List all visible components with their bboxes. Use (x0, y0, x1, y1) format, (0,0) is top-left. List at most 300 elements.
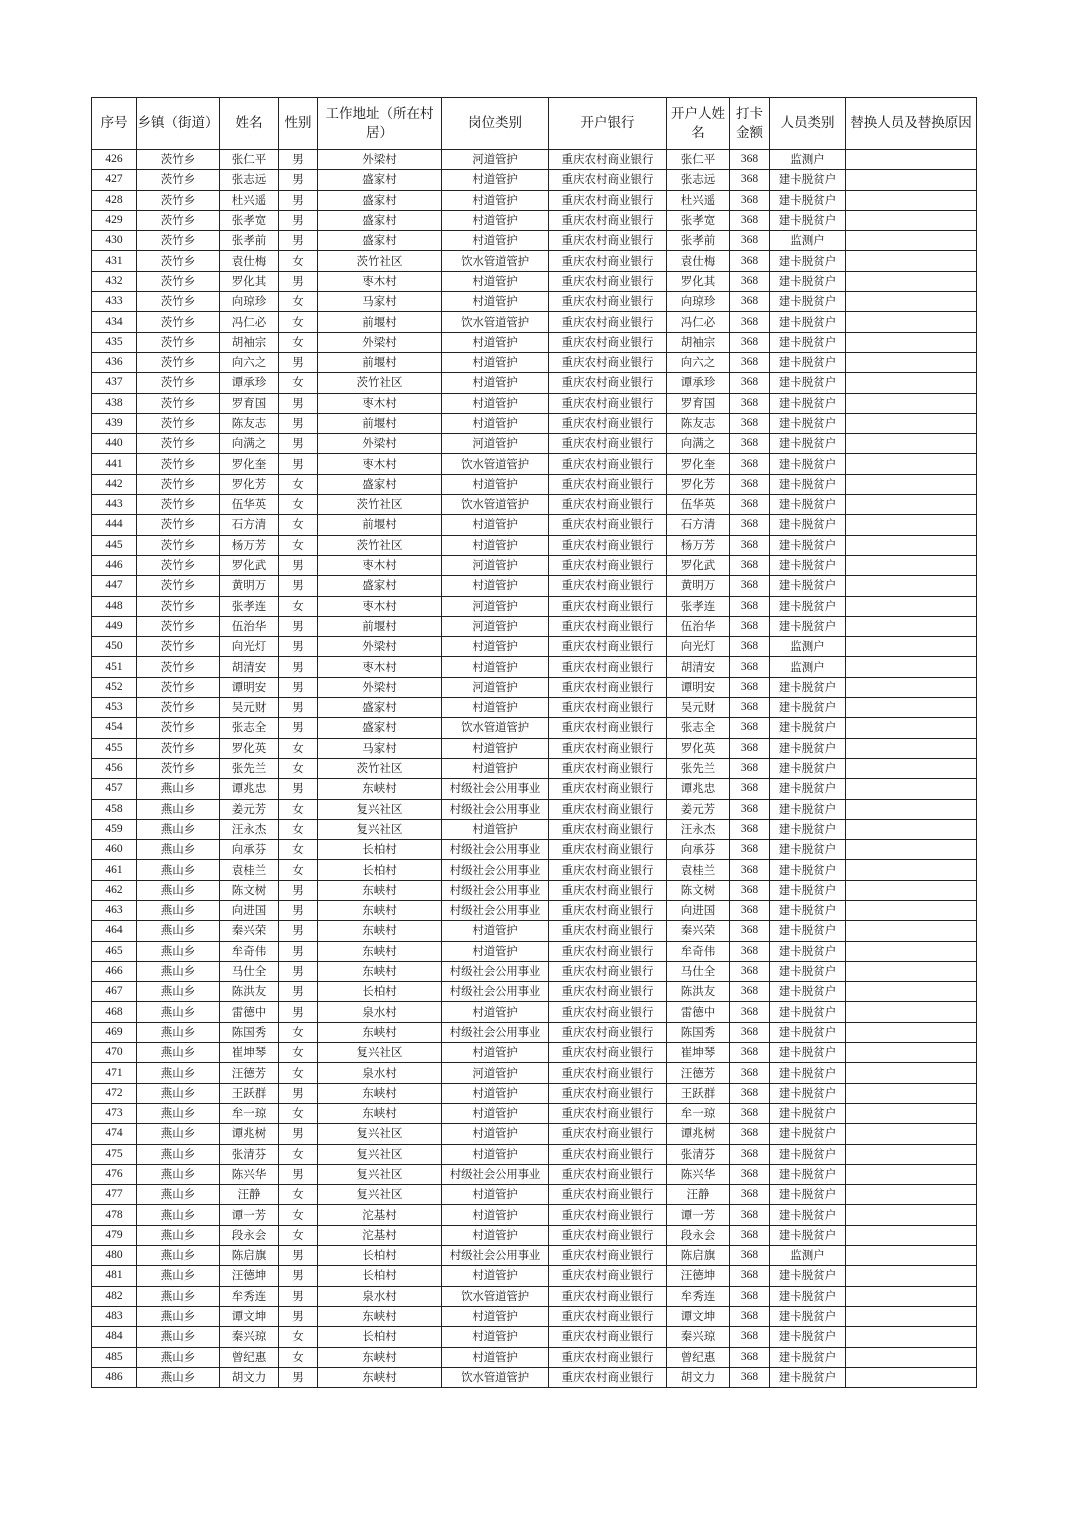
cell-township: 茨竹乡 (137, 393, 220, 413)
cell-name: 罗化奎 (220, 454, 279, 474)
cell-replacement (846, 1347, 977, 1367)
cell-bank: 重庆农村商业银行 (549, 1185, 667, 1205)
cell-seq: 451 (92, 657, 137, 677)
cell-account-holder: 曾纪惠 (667, 1347, 730, 1367)
cell-replacement (846, 1103, 977, 1123)
cell-person-category: 建卡脱贫户 (770, 698, 846, 718)
cell-amount: 368 (730, 921, 770, 941)
cell-amount: 368 (730, 1124, 770, 1144)
cell-name: 向承芬 (220, 840, 279, 860)
table-row (92, 150, 977, 170)
cell-gender: 女 (279, 799, 318, 819)
cell-amount: 368 (730, 1266, 770, 1286)
cell-replacement (846, 718, 977, 738)
cell-amount: 368 (730, 332, 770, 352)
cell-post-type: 村道管护 (442, 819, 549, 839)
cell-account-holder: 黄明万 (667, 576, 730, 596)
cell-name: 向进国 (220, 900, 279, 920)
cell-seq: 436 (92, 352, 137, 372)
cell-replacement (846, 637, 977, 657)
cell-seq: 430 (92, 231, 137, 251)
cell-work-address: 茨竹社区 (318, 495, 442, 515)
cell-work-address: 盛家村 (318, 718, 442, 738)
cell-name: 向琼珍 (220, 292, 279, 312)
cell-gender: 男 (279, 1246, 318, 1266)
cell-gender: 女 (279, 1225, 318, 1245)
cell-person-category: 建卡脱贫户 (770, 1286, 846, 1306)
cell-township: 燕山乡 (137, 1002, 220, 1022)
cell-gender: 男 (279, 677, 318, 697)
cell-township: 燕山乡 (137, 1327, 220, 1347)
cell-township: 茨竹乡 (137, 190, 220, 210)
cell-account-holder: 向承芬 (667, 840, 730, 860)
cell-name: 罗化武 (220, 555, 279, 575)
cell-account-holder: 向光灯 (667, 637, 730, 657)
cell-name: 张清芬 (220, 1144, 279, 1164)
cell-township: 茨竹乡 (137, 535, 220, 555)
cell-replacement (846, 515, 977, 535)
cell-amount: 368 (730, 474, 770, 494)
cell-name: 秦兴荣 (220, 921, 279, 941)
cell-post-type: 河道管护 (442, 434, 549, 454)
cell-work-address: 外梁村 (318, 332, 442, 352)
cell-bank: 重庆农村商业银行 (549, 961, 667, 981)
cell-bank: 重庆农村商业银行 (549, 616, 667, 636)
cell-township: 茨竹乡 (137, 474, 220, 494)
cell-amount: 368 (730, 880, 770, 900)
cell-bank: 重庆农村商业银行 (549, 941, 667, 961)
cell-replacement (846, 1327, 977, 1347)
cell-work-address: 复兴社区 (318, 1124, 442, 1144)
cell-account-holder: 牟秀连 (667, 1286, 730, 1306)
table-row (92, 677, 977, 697)
cell-account-holder: 胡文力 (667, 1367, 730, 1387)
cell-account-holder: 向六之 (667, 352, 730, 372)
cell-gender: 女 (279, 819, 318, 839)
cell-person-category: 建卡脱贫户 (770, 1002, 846, 1022)
cell-bank: 重庆农村商业银行 (549, 637, 667, 657)
header-amount: 打卡金额 (730, 98, 770, 150)
cell-gender: 男 (279, 1367, 318, 1387)
cell-replacement (846, 555, 977, 575)
cell-seq: 431 (92, 251, 137, 271)
cell-account-holder: 段永会 (667, 1225, 730, 1245)
cell-account-holder: 陈兴华 (667, 1164, 730, 1184)
cell-seq: 486 (92, 1367, 137, 1387)
cell-account-holder: 石方清 (667, 515, 730, 535)
cell-seq: 466 (92, 961, 137, 981)
cell-replacement (846, 231, 977, 251)
cell-township: 茨竹乡 (137, 434, 220, 454)
cell-replacement (846, 1022, 977, 1042)
cell-replacement (846, 312, 977, 332)
cell-name: 曾纪惠 (220, 1347, 279, 1367)
cell-amount: 368 (730, 150, 770, 170)
cell-post-type: 村道管护 (442, 535, 549, 555)
cell-post-type: 村道管护 (442, 941, 549, 961)
table-row (92, 292, 977, 312)
cell-seq: 463 (92, 900, 137, 920)
cell-amount: 368 (730, 657, 770, 677)
cell-seq: 457 (92, 779, 137, 799)
cell-gender: 男 (279, 170, 318, 190)
cell-name: 杨万芳 (220, 535, 279, 555)
cell-person-category: 建卡脱贫户 (770, 779, 846, 799)
cell-bank: 重庆农村商业银行 (549, 312, 667, 332)
cell-account-holder: 向满之 (667, 434, 730, 454)
cell-name: 胡文力 (220, 1367, 279, 1387)
cell-account-holder: 吴元财 (667, 698, 730, 718)
cell-name: 谭明安 (220, 677, 279, 697)
cell-bank: 重庆农村商业银行 (549, 718, 667, 738)
cell-seq: 465 (92, 941, 137, 961)
cell-name: 向六之 (220, 352, 279, 372)
cell-person-category: 建卡脱贫户 (770, 434, 846, 454)
cell-post-type: 饮水管道管护 (442, 1286, 549, 1306)
cell-gender: 男 (279, 1002, 318, 1022)
cell-gender: 男 (279, 454, 318, 474)
cell-work-address: 盛家村 (318, 190, 442, 210)
cell-amount: 368 (730, 596, 770, 616)
table-row (92, 1103, 977, 1123)
cell-account-holder: 张孝连 (667, 596, 730, 616)
cell-replacement (846, 616, 977, 636)
cell-bank: 重庆农村商业银行 (549, 1144, 667, 1164)
cell-replacement (846, 1083, 977, 1103)
cell-seq: 442 (92, 474, 137, 494)
cell-account-holder: 张孝宽 (667, 210, 730, 230)
cell-township: 燕山乡 (137, 1083, 220, 1103)
cell-work-address: 盛家村 (318, 698, 442, 718)
cell-post-type: 村道管护 (442, 1306, 549, 1326)
cell-post-type: 河道管护 (442, 150, 549, 170)
cell-bank: 重庆农村商业银行 (549, 1022, 667, 1042)
cell-gender: 男 (279, 657, 318, 677)
cell-replacement (846, 434, 977, 454)
cell-account-holder: 谭承珍 (667, 373, 730, 393)
cell-seq: 474 (92, 1124, 137, 1144)
cell-gender: 男 (279, 880, 318, 900)
cell-amount: 368 (730, 677, 770, 697)
cell-work-address: 枣木村 (318, 393, 442, 413)
cell-amount: 368 (730, 292, 770, 312)
cell-seq: 460 (92, 840, 137, 860)
cell-seq: 448 (92, 596, 137, 616)
cell-bank: 重庆农村商业银行 (549, 758, 667, 778)
cell-post-type: 饮水管道管护 (442, 312, 549, 332)
cell-amount: 368 (730, 170, 770, 190)
cell-person-category: 建卡脱贫户 (770, 312, 846, 332)
cell-person-category: 建卡脱贫户 (770, 880, 846, 900)
table-row (92, 312, 977, 332)
table-body (92, 150, 977, 1388)
cell-post-type: 村道管护 (442, 1347, 549, 1367)
cell-replacement (846, 1286, 977, 1306)
table-row (92, 819, 977, 839)
cell-person-category: 建卡脱贫户 (770, 373, 846, 393)
cell-work-address: 茨竹社区 (318, 535, 442, 555)
cell-seq: 450 (92, 637, 137, 657)
cell-bank: 重庆农村商业银行 (549, 555, 667, 575)
cell-bank: 重庆农村商业银行 (549, 515, 667, 535)
cell-bank: 重庆农村商业银行 (549, 880, 667, 900)
cell-person-category: 建卡脱贫户 (770, 1164, 846, 1184)
cell-account-holder: 张志远 (667, 170, 730, 190)
cell-post-type: 村道管护 (442, 413, 549, 433)
cell-post-type: 村道管护 (442, 1002, 549, 1022)
cell-replacement (846, 1246, 977, 1266)
cell-gender: 女 (279, 292, 318, 312)
cell-account-holder: 谭兆树 (667, 1124, 730, 1144)
cell-account-holder: 谭兆忠 (667, 779, 730, 799)
cell-work-address: 外梁村 (318, 434, 442, 454)
cell-post-type: 村道管护 (442, 637, 549, 657)
table-row (92, 921, 977, 941)
cell-name: 牟秀连 (220, 1286, 279, 1306)
cell-name: 王跃群 (220, 1083, 279, 1103)
cell-work-address: 东峡村 (318, 1083, 442, 1103)
cell-work-address: 茨竹社区 (318, 373, 442, 393)
cell-bank: 重庆农村商业银行 (549, 190, 667, 210)
cell-amount: 368 (730, 231, 770, 251)
cell-seq: 437 (92, 373, 137, 393)
cell-amount: 368 (730, 1367, 770, 1387)
cell-seq: 459 (92, 819, 137, 839)
cell-post-type: 村道管护 (442, 1185, 549, 1205)
cell-post-type: 村道管护 (442, 758, 549, 778)
cell-township: 茨竹乡 (137, 677, 220, 697)
cell-work-address: 泉水村 (318, 1002, 442, 1022)
cell-amount: 368 (730, 1103, 770, 1123)
cell-amount: 368 (730, 413, 770, 433)
cell-name: 伍华英 (220, 495, 279, 515)
cell-seq: 454 (92, 718, 137, 738)
cell-name: 谭文坤 (220, 1306, 279, 1326)
cell-work-address: 长柏村 (318, 1266, 442, 1286)
cell-account-holder: 伍治华 (667, 616, 730, 636)
cell-post-type: 村道管护 (442, 1144, 549, 1164)
cell-replacement (846, 860, 977, 880)
cell-account-holder: 罗化芳 (667, 474, 730, 494)
cell-township: 茨竹乡 (137, 292, 220, 312)
cell-name: 伍治华 (220, 616, 279, 636)
cell-name: 崔坤琴 (220, 1043, 279, 1063)
cell-person-category: 建卡脱贫户 (770, 1083, 846, 1103)
cell-person-category: 建卡脱贫户 (770, 677, 846, 697)
cell-post-type: 村道管护 (442, 738, 549, 758)
cell-township: 燕山乡 (137, 819, 220, 839)
cell-gender: 男 (279, 271, 318, 291)
table-row (92, 941, 977, 961)
table-row (92, 393, 977, 413)
cell-account-holder: 汪德芳 (667, 1063, 730, 1083)
cell-replacement (846, 1063, 977, 1083)
cell-township: 燕山乡 (137, 982, 220, 1002)
cell-township: 茨竹乡 (137, 495, 220, 515)
cell-bank: 重庆农村商业银行 (549, 596, 667, 616)
cell-gender: 男 (279, 231, 318, 251)
cell-township: 茨竹乡 (137, 758, 220, 778)
cell-post-type: 村道管护 (442, 1083, 549, 1103)
cell-gender: 女 (279, 1022, 318, 1042)
cell-seq: 452 (92, 677, 137, 697)
cell-person-category: 监测户 (770, 1246, 846, 1266)
cell-township: 茨竹乡 (137, 616, 220, 636)
cell-township: 茨竹乡 (137, 332, 220, 352)
table-row (92, 1164, 977, 1184)
cell-replacement (846, 393, 977, 413)
cell-replacement (846, 657, 977, 677)
cell-township: 茨竹乡 (137, 576, 220, 596)
cell-amount: 368 (730, 738, 770, 758)
cell-person-category: 建卡脱贫户 (770, 555, 846, 575)
cell-name: 陈友志 (220, 413, 279, 433)
cell-amount: 368 (730, 1063, 770, 1083)
cell-gender: 男 (279, 698, 318, 718)
cell-post-type: 村道管护 (442, 921, 549, 941)
cell-name: 袁仕梅 (220, 251, 279, 271)
cell-post-type: 饮水管道管护 (442, 1367, 549, 1387)
cell-work-address: 枣木村 (318, 271, 442, 291)
table-row (92, 271, 977, 291)
table-row (92, 880, 977, 900)
cell-gender: 男 (279, 921, 318, 941)
cell-post-type: 河道管护 (442, 616, 549, 636)
header-replacement: 替换人员及替换原因 (846, 98, 977, 150)
cell-seq: 434 (92, 312, 137, 332)
cell-work-address: 长柏村 (318, 1246, 442, 1266)
cell-person-category: 建卡脱贫户 (770, 596, 846, 616)
cell-gender: 男 (279, 637, 318, 657)
cell-township: 燕山乡 (137, 1164, 220, 1184)
cell-post-type: 村级社会公用事业 (442, 880, 549, 900)
cell-bank: 重庆农村商业银行 (549, 677, 667, 697)
cell-person-category: 建卡脱贫户 (770, 840, 846, 860)
cell-seq: 439 (92, 413, 137, 433)
cell-amount: 368 (730, 779, 770, 799)
cell-work-address: 东峡村 (318, 961, 442, 981)
table-row (92, 860, 977, 880)
cell-account-holder: 罗化奎 (667, 454, 730, 474)
cell-work-address: 盛家村 (318, 231, 442, 251)
cell-post-type: 村道管护 (442, 698, 549, 718)
cell-township: 茨竹乡 (137, 312, 220, 332)
cell-seq: 449 (92, 616, 137, 636)
cell-replacement (846, 413, 977, 433)
cell-amount: 368 (730, 900, 770, 920)
cell-name: 汪永杰 (220, 819, 279, 839)
cell-work-address: 外梁村 (318, 150, 442, 170)
cell-replacement (846, 190, 977, 210)
cell-work-address: 外梁村 (318, 677, 442, 697)
cell-work-address: 东峡村 (318, 779, 442, 799)
cell-seq: 444 (92, 515, 137, 535)
cell-seq: 455 (92, 738, 137, 758)
cell-gender: 男 (279, 1164, 318, 1184)
cell-bank: 重庆农村商业银行 (549, 231, 667, 251)
cell-person-category: 建卡脱贫户 (770, 1367, 846, 1387)
cell-replacement (846, 961, 977, 981)
table-row (92, 555, 977, 575)
cell-work-address: 外梁村 (318, 637, 442, 657)
cell-post-type: 村道管护 (442, 1266, 549, 1286)
cell-bank: 重庆农村商业银行 (549, 779, 667, 799)
cell-gender: 男 (279, 190, 318, 210)
cell-replacement (846, 698, 977, 718)
cell-work-address: 东峡村 (318, 1347, 442, 1367)
cell-post-type: 村级社会公用事业 (442, 900, 549, 920)
cell-person-category: 建卡脱贫户 (770, 292, 846, 312)
cell-amount: 368 (730, 1205, 770, 1225)
cell-bank: 重庆农村商业银行 (549, 1043, 667, 1063)
cell-gender: 男 (279, 718, 318, 738)
cell-work-address: 长柏村 (318, 1327, 442, 1347)
cell-work-address: 枣木村 (318, 596, 442, 616)
cell-gender: 女 (279, 332, 318, 352)
cell-amount: 368 (730, 1043, 770, 1063)
header-bank: 开户银行 (549, 98, 667, 150)
cell-gender: 女 (279, 251, 318, 271)
cell-account-holder: 牟奇伟 (667, 941, 730, 961)
cell-work-address: 茨竹社区 (318, 251, 442, 271)
cell-account-holder: 牟一琼 (667, 1103, 730, 1123)
cell-account-holder: 袁仕梅 (667, 251, 730, 271)
cell-replacement (846, 738, 977, 758)
cell-post-type: 村级社会公用事业 (442, 982, 549, 1002)
cell-amount: 368 (730, 718, 770, 738)
cell-account-holder: 罗育国 (667, 393, 730, 413)
cell-replacement (846, 1124, 977, 1144)
cell-account-holder: 伍华英 (667, 495, 730, 515)
cell-account-holder: 袁桂兰 (667, 860, 730, 880)
cell-post-type: 村道管护 (442, 474, 549, 494)
cell-name: 张仁平 (220, 150, 279, 170)
cell-person-category: 建卡脱贫户 (770, 1063, 846, 1083)
cell-seq: 484 (92, 1327, 137, 1347)
table-row (92, 434, 977, 454)
cell-account-holder: 向琼珍 (667, 292, 730, 312)
cell-bank: 重庆农村商业银行 (549, 1002, 667, 1022)
cell-seq: 433 (92, 292, 137, 312)
cell-name: 马仕全 (220, 961, 279, 981)
cell-seq: 471 (92, 1063, 137, 1083)
cell-post-type: 村道管护 (442, 190, 549, 210)
table-row (92, 961, 977, 981)
cell-gender: 女 (279, 535, 318, 555)
cell-seq: 473 (92, 1103, 137, 1123)
cell-replacement (846, 454, 977, 474)
cell-replacement (846, 677, 977, 697)
cell-name: 罗化其 (220, 271, 279, 291)
cell-gender: 女 (279, 1103, 318, 1123)
cell-account-holder: 冯仁必 (667, 312, 730, 332)
cell-bank: 重庆农村商业银行 (549, 1347, 667, 1367)
cell-replacement (846, 1205, 977, 1225)
cell-bank: 重庆农村商业银行 (549, 210, 667, 230)
cell-township: 茨竹乡 (137, 210, 220, 230)
cell-amount: 368 (730, 271, 770, 291)
cell-person-category: 建卡脱贫户 (770, 454, 846, 474)
cell-account-holder: 秦兴琼 (667, 1327, 730, 1347)
cell-township: 燕山乡 (137, 1286, 220, 1306)
cell-replacement (846, 1225, 977, 1245)
cell-name: 张志远 (220, 170, 279, 190)
cell-gender: 女 (279, 840, 318, 860)
cell-amount: 368 (730, 637, 770, 657)
cell-person-category: 建卡脱贫户 (770, 190, 846, 210)
cell-seq: 446 (92, 555, 137, 575)
cell-seq: 462 (92, 880, 137, 900)
